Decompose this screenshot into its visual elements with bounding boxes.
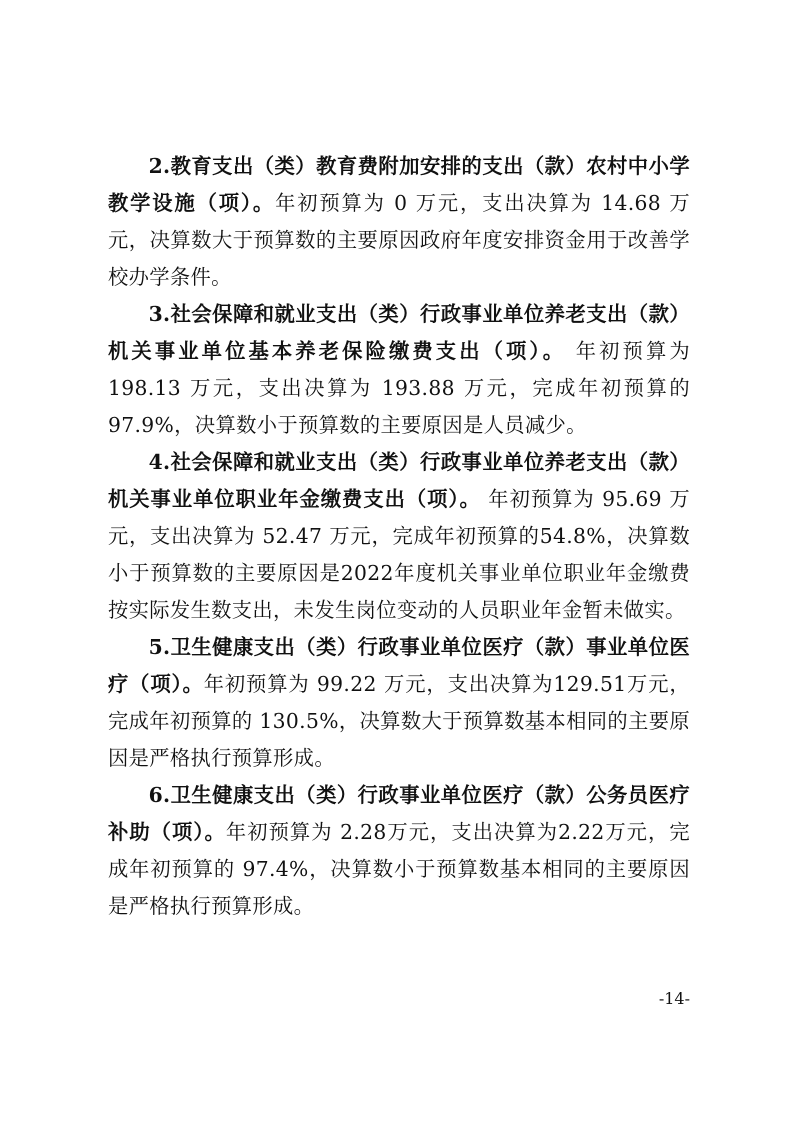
- paragraph-body: 年初预算为 95.69 万元，支出决算为 52.47 万元，完成年初预算的54.8%，决算数小于预算数的主要原因是2022年度机关事业单位职业年金缴费按实际发生数支出，未发生岗位变动的人员职业年金暂未做实。: [108, 487, 690, 622]
- paragraph-institution-medical: [108, 629, 690, 777]
- paragraph-basic-pension-insurance: [108, 296, 690, 444]
- paragraph-heading: 2.教育支出（类）教育费附加安排的支出（款）农村中小学教学设施（项）。: [108, 154, 690, 215]
- paragraph-heading: 4.社会保障和就业支出（类）行政事业单位养老支出（款）机关事业单位职业年金缴费支出（项）。: [108, 450, 690, 511]
- paragraph-heading: 5.卫生健康支出（类）行政事业单位医疗（款）事业单位医疗（项）。: [108, 635, 690, 696]
- paragraph-heading: 6.卫生健康支出（类）行政事业单位医疗（款）公务员医疗补助（项）。: [108, 783, 690, 844]
- page-number: -14-: [658, 989, 690, 1008]
- paragraph-body: 年初预算为 99.22 万元，支出决算为129.51万元，完成年初预算的 130.5%，决算数大于预算数基本相同的主要原因是严格执行预算形成。: [108, 672, 690, 770]
- paragraph-heading: 3.社会保障和就业支出（类）行政事业单位养老支出（款）机关事业单位基本养老保险缴费支出（项）。: [108, 302, 690, 363]
- paragraph-education-rural-facilities: [108, 148, 690, 296]
- paragraph-occupational-annuity: [108, 444, 690, 629]
- paragraph-body: 年初预算为 198.13 万元，支出决算为 193.88 万元，完成年初预算的97.9%，决算数小于预算数的主要原因是人员减少。: [108, 339, 690, 437]
- paragraph-body: 年初预算为 0 万元，支出决算为 14.68 万元，决算数大于预算数的主要原因政府年度安排资金用于改善学校办学条件。: [108, 191, 691, 289]
- paragraph-body: 年初预算为 2.28万元，支出决算为2.22万元，完成年初预算的 97.4%，决算数小于预算数基本相同的主要原因是严格执行预算形成。: [108, 820, 690, 918]
- paragraph-civil-servant-medical-subsidy: [108, 777, 690, 925]
